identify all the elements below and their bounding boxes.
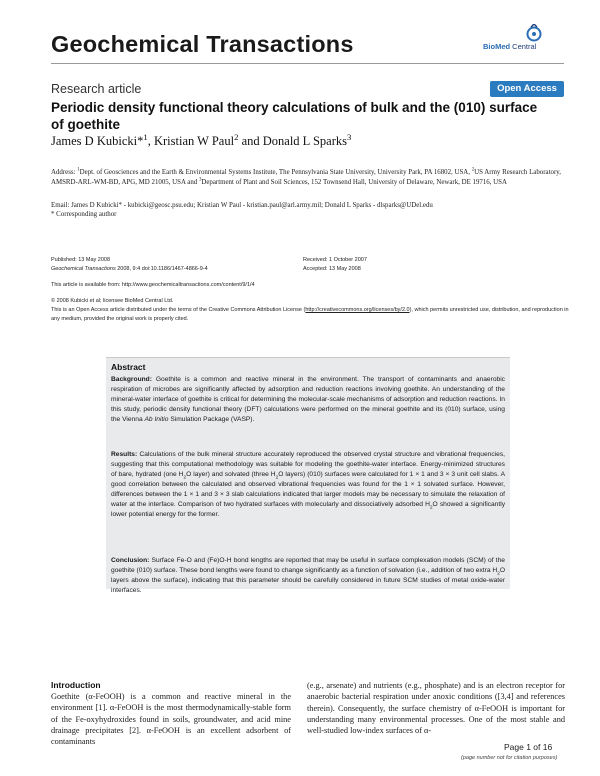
conclusion-text-a: Surface Fe-O and (Fe)O-H bond lengths are reported that may be useful in surface complexation models (SCM) of the goethite (010) surface. These bond lengths were found to change significantly as a function of solvation (i.e., addition of two extra H [111, 557, 505, 574]
results-sub-1: 2 [183, 474, 187, 480]
citation-journal: Geochemical Transactions [51, 266, 116, 272]
accepted-date: Accepted: 13 May 2008 [303, 266, 361, 272]
header-divider [51, 63, 564, 64]
page-number-note: (page number not for citation purposes) [461, 755, 558, 761]
abstract-background [111, 375, 505, 425]
results-text-b: O layer) and solvated (three H [186, 471, 276, 478]
results-text-a: Calculations of the bulk mineral structure accurately reproduced the observed crystal structure and vibrational frequencies, suggesting that this computational methodology was suitable for modeling the goethite-water interface. Energy-minimized structures of bare, hydrated (one H [111, 451, 505, 478]
page-number: Page 1 of 16 [504, 742, 553, 752]
conclusion-sub: 2 [497, 570, 500, 576]
license-link[interactable]: http://creativecommons.org/licenses/by/2.0 [305, 307, 410, 313]
open-access-badge: Open Access [490, 81, 564, 97]
background-italic: Ab Initio [144, 416, 169, 423]
affil-3-mark: 3 [198, 177, 202, 183]
author-3-affil: 3 [347, 131, 352, 142]
results-text-d: O showed a significantly lower potential energy for the former. [111, 501, 506, 518]
address-prefix: Address: [51, 169, 78, 176]
affiliations [51, 168, 566, 188]
copyright: © 2008 Kubicki et al; licensee BioMed Central Ltd. [51, 298, 174, 304]
logo-bio: BioMed [483, 42, 511, 51]
body-column-left: Goethite (α-FeOOH) is a common and reactive mineral in the environment [1]. α-FeOOH is the most thermodynamically-stable form of the Fe-oxyhydroxides found in soils, groundwater, and acid mine drainage precipitates [2]. α-FeOOH is an excellent adsorbent of contaminants [51, 692, 291, 747]
results-text-c: O layers) (010) surfaces were calculated for 1 × 1 and 3 × 3 unit cell slabs. A good correlation between the calculated and observed vibrational frequencies was found for the 1 × 1 solvated surface. However, differences between the 1 × 1 and 3 × 3 slab calculations indicated that larger models may be necessary to simulate the relaxation of water at the interface. Comparison of two hydrated surfaces with molecularly and dissociatively adsorbed H [111, 471, 506, 508]
conclusion-text-b: O layers above the surface), indicating that this parameter should be carefully considered in future SCM studies of metal oxide-water interfaces. [111, 567, 505, 594]
author-3: and Donald L Sparks [238, 134, 347, 148]
article-type: Research article [51, 82, 142, 96]
affil-1-mark: 1 [77, 167, 80, 173]
paper-title: Periodic density functional theory calculations of bulk and the (010) surface of goethite [51, 100, 538, 132]
affil-2-mark: 2 [471, 167, 475, 173]
author-1-affil: 1 [143, 131, 148, 142]
abstract-conclusion [111, 556, 505, 596]
citation-details: 2008, 9:4 doi:10.1186/1467-4866-9-4 [115, 266, 208, 272]
biomed-central-logo-mark [486, 24, 566, 44]
published-date: Published: 13 May 2008 [51, 257, 111, 263]
received-date: Received: 1 October 2007 [303, 257, 367, 263]
author-2-affil: 2 [234, 131, 239, 142]
conclusion-label: Conclusion: [111, 557, 150, 564]
affil-2: US Army Research Laboratory, AMSRD-ARL-WM-BD, APG, MD 21005, USA and [51, 169, 561, 186]
article-url[interactable]: This article is available from: http://www.geochemicaltransactions.com/content/9/1/4 [51, 282, 255, 288]
introduction-heading: Introduction [51, 680, 101, 690]
license-statement [51, 306, 571, 323]
abstract-results [111, 450, 505, 520]
results-label: Results: [111, 451, 138, 458]
license-text-a: This is an Open Access article distributed under the terms of the Creative Commons Attribution License ( [51, 307, 306, 313]
author-1: James D Kubicki* [51, 134, 144, 148]
results-sub-3: 2 [429, 504, 433, 510]
biomed-central-wordmark [483, 42, 536, 51]
author-2: , Kristian W Paul [147, 134, 235, 148]
journal-title: Geochemical Transactions [51, 31, 354, 57]
results-sub-2: 2 [275, 474, 279, 480]
affil-1: Dept. of Geosciences and the Earth & Environmental Systems Institute, The Pennsylvania State University, University Park, PA 16802, USA, [79, 169, 472, 176]
abstract-heading: Abstract [111, 362, 146, 372]
license-text-b: ), which permits unrestricted use, distribution, and reproduction in any medium, provided the original work is properly cited. [51, 307, 569, 322]
affil-3: Department of Plant and Soil Sciences, 152 Townsend Hall, University of Delaware, Newark, DE 19716, USA [201, 179, 507, 186]
background-label: Background: [111, 376, 152, 383]
body-column-right: (e.g., arsenate) and nutrients (e.g., phosphate) and is an electron receptor for anaerobic bacterial respiration under anoxic conditions ([3,4] and references therein). Consequently, the surface chemistry of α-FeOOH is important for understanding many environmental processes. One of the most stable and well-studied low-index surfaces of α- [307, 681, 565, 736]
citation [51, 265, 208, 274]
corresponding-author-note: * Corresponding author [51, 211, 117, 218]
background-text: Goethite is a common and reactive mineral in the environment. The transport of contaminants and anaerobic respiration of microbes are significantly affected by adsorption and reduction reactions involving goethite. An understanding of the mineral-water interface of goethite is critical for determining the molecular-scale mechanisms of adsorption and reduction reactions. In this study, periodic density functional theory (DFT) calculations were performed on the mineral goethite and its (010) surface, using the Vienna [111, 376, 505, 423]
background-end: Simulation Package (VASP). [168, 416, 255, 423]
author-list [51, 131, 352, 149]
author-emails: Email: James D Kubicki* - kubicki@geosc.psu.edu; Kristian W Paul - kristian.paul@arl.army.mil; Donald L Sparks - dlsparks@UDel.edu [51, 202, 433, 209]
logo-central: Central [510, 42, 537, 51]
